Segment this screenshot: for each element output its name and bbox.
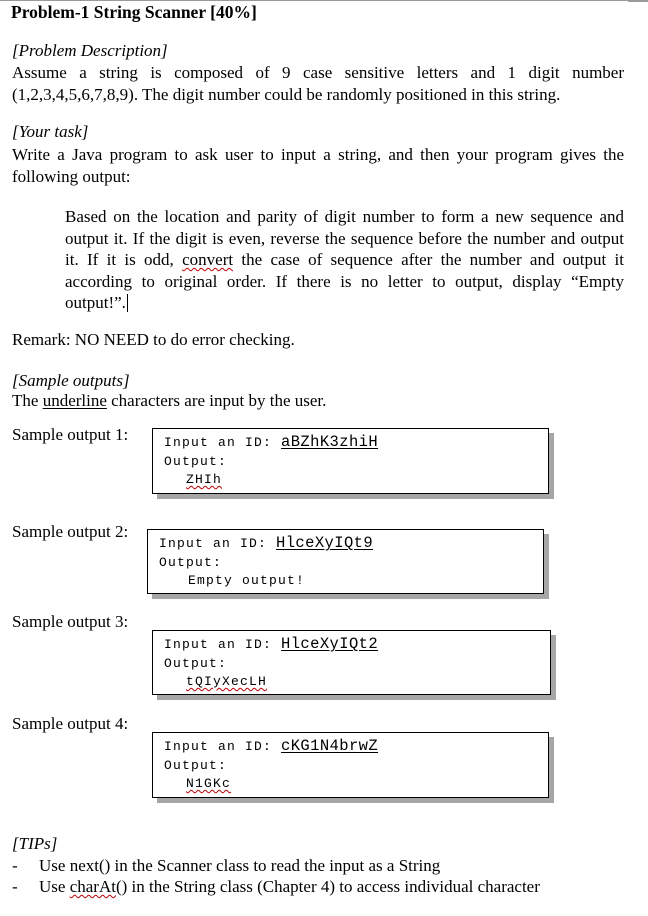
underline-word: underline — [42, 391, 107, 410]
samples-note: The underline characters are input by the user. — [12, 391, 327, 410]
task-rules — [65, 206, 624, 314]
sample-1-input-line: Input an ID: aBZhK3zhiH — [164, 433, 379, 451]
rule-line-2: output it. If the digit is even, reverse the sequence before the number and output — [65, 228, 624, 248]
sample-1-output: ZHIh — [186, 472, 223, 487]
sample-3-console — [152, 630, 551, 695]
sample-2-input-line: Input an ID: HlceXyIQt9 — [159, 534, 374, 552]
task-line-1: Write a Java program to ask user to input a string, and then your program gives the — [12, 145, 624, 164]
problem-title: Problem-1 String Scanner [40%] — [11, 2, 257, 22]
sample-4-input-line: Input an ID: cKG1N4brwZ — [164, 737, 379, 755]
sample-1-output-label: Output: — [164, 454, 228, 469]
sample-2-label: Sample output 2: — [12, 522, 129, 541]
tips-heading: [TIPs] — [12, 834, 58, 853]
sample-4-output: N1GKc — [186, 776, 232, 791]
description-line-1: Assume a string is composed of 9 case sensitive letters and 1 digit number — [12, 63, 624, 82]
sample-2-input: HlceXyIQt9 — [276, 534, 374, 552]
sample-3-output-label: Output: — [164, 656, 228, 671]
sample-1-console — [152, 428, 549, 494]
sample-3-input: HlceXyIQt2 — [281, 635, 379, 653]
sample-3-label: Sample output 3: — [12, 612, 129, 631]
rule-line-3: it. If it is odd, convert the case of sequence after the number and output it — [65, 250, 624, 269]
task-text — [12, 144, 624, 188]
text-cursor — [127, 294, 128, 312]
sample-1-input: aBZhK3zhiH — [281, 433, 379, 451]
samples-heading: [Sample outputs] — [12, 371, 130, 390]
sample-3-input-line: Input an ID: HlceXyIQt2 — [164, 635, 379, 653]
sample-3-output: tQIyXecLH — [186, 674, 268, 689]
top-border-right — [628, 0, 648, 2]
description-heading: [Problem Description] — [12, 41, 168, 60]
description-text — [12, 62, 624, 106]
rule-line-4: according to original order. If there is no letter to output, display “Empty — [65, 271, 624, 291]
tip-item-1: - Use next() in the Scanner class to read the input as a String — [12, 856, 441, 875]
sample-2-console — [147, 529, 544, 594]
tip-item-2: - Use charAt() in the String class (Chapter 4) to access individual character — [12, 877, 540, 896]
top-border — [0, 0, 648, 1]
misspelled-word: convert — [182, 250, 234, 269]
sample-1-label: Sample output 1: — [12, 425, 129, 444]
rule-line-1: Based on the location and parity of digit number to form a new sequence and — [65, 207, 624, 226]
sample-4-label: Sample output 4: — [12, 714, 129, 733]
sample-2-output-label: Output: — [159, 555, 223, 570]
task-line-2: following output: — [12, 167, 131, 186]
rule-line-5: output!”. — [65, 293, 126, 312]
task-heading: [Your task] — [12, 122, 89, 141]
sample-4-input: cKG1N4brwZ — [281, 737, 379, 755]
description-line-2: (1,2,3,4,5,6,7,8,9). The digit number could be randomly positioned in this string. — [12, 85, 561, 104]
sample-2-output: Empty output! — [188, 573, 306, 588]
sample-4-console — [152, 732, 549, 798]
misspelled-word-charAt: charAt — [69, 877, 116, 896]
remark: Remark: NO NEED to do error checking. — [12, 330, 295, 349]
sample-4-output-label: Output: — [164, 758, 228, 773]
